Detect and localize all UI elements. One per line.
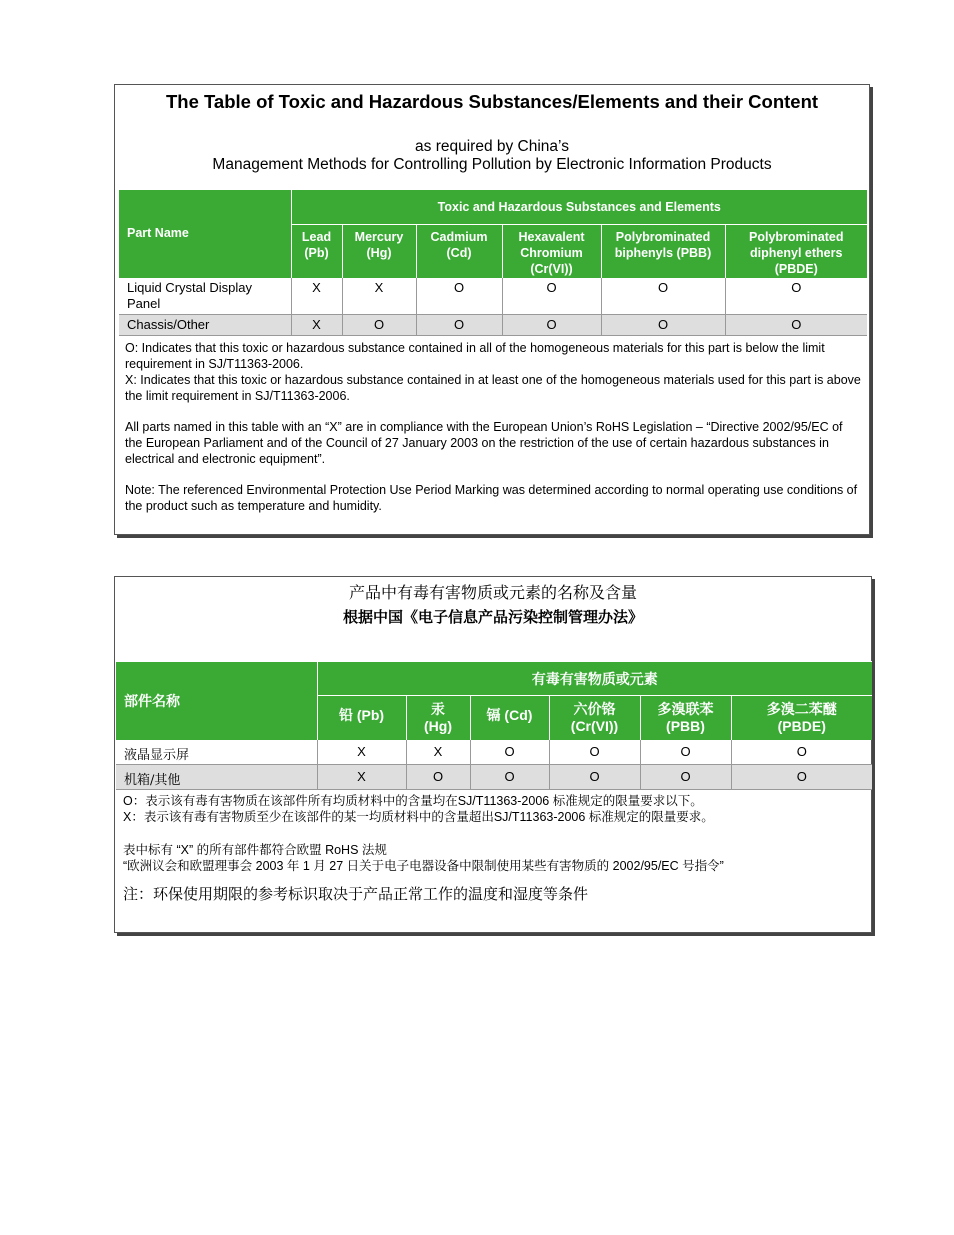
- table-cell: O: [470, 765, 549, 790]
- column-header-pbb: Polybrominated biphenyls (PBB): [601, 225, 725, 278]
- column-header-cadmium: 镉 (Cd): [470, 696, 549, 740]
- column-header-hexavalent-chromium: 六价铬 (Cr(VI)): [549, 696, 640, 740]
- english-hazardous-substances-panel: [114, 84, 870, 535]
- table-cell: O: [502, 315, 601, 336]
- english-substances-table: [119, 189, 867, 336]
- rohs-directive-reference: “欧洲议会和欧盟理事会 2003 年 1 月 27 日关于电子电器设备中限制使用某些有害物质的 2002/95/EC 号指令”: [123, 859, 724, 873]
- table-cell: O: [549, 740, 640, 765]
- chinese-hazardous-substances-panel: [114, 576, 872, 933]
- epup-note: 注：环保使用期限的参考标识取决于产品正常工作的温度和湿度等条件: [123, 886, 589, 903]
- table-cell: X: [291, 315, 342, 336]
- column-header-pbb: 多溴联苯 (PBB): [640, 696, 731, 740]
- column-header-hexavalent-chromium: Hexavalent Chromium (Cr(VI)): [502, 225, 601, 278]
- note-x-legend: X: Indicates that this toxic or hazardous substance contained in at least one of the homogeneous materials used for this part is above the limit requirement in SJ/T11363-2006.: [125, 373, 861, 403]
- table-cell: O: [416, 278, 502, 315]
- table-cell: O: [470, 740, 549, 765]
- column-header-mercury: 汞 (Hg): [406, 696, 470, 740]
- table-cell: O: [640, 740, 731, 765]
- column-header-lead: Lead (Pb): [291, 225, 342, 278]
- rohs-compliance-statement: All parts named in this table with an “X” are in compliance with the European Union’s RoHS Legislation – “Directive 2002/95/EC of the European Parliament and of the Council of 27 January 2003 on the restriction of the use of certain hazardous substances in electrical and electronic equipment”.: [125, 420, 843, 466]
- chinese-substances-table: [116, 661, 872, 790]
- column-header-pbde: Polybrominated diphenyl ethers (PBDE): [725, 225, 867, 278]
- row-part-name: Liquid Crystal Display Panel: [119, 278, 291, 315]
- column-header-pbde: 多溴二苯醚 (PBDE): [731, 696, 872, 740]
- part-name-header: 部件名称: [116, 662, 317, 740]
- note-x-legend: X：表示该有毒有害物质至少在该部件的某一均质材料中的含量超出SJ/T11363-2006 标准规定的限量要求。: [123, 810, 714, 824]
- table-cell: O: [549, 765, 640, 790]
- table-cell: O: [601, 278, 725, 315]
- table-cell: X: [317, 765, 406, 790]
- table-row: [116, 765, 872, 790]
- english-subtitle-line1: as required by China’s: [415, 138, 569, 155]
- chinese-title: 产品中有毒有害物质或元素的名称及含量: [348, 583, 637, 602]
- table-cell: X: [317, 740, 406, 765]
- english-notes: [125, 340, 861, 529]
- table-cell: O: [640, 765, 731, 790]
- table-cell: O: [342, 315, 416, 336]
- part-name-header: Part Name: [119, 190, 291, 278]
- column-header-lead: 铅 (Pb): [317, 696, 406, 740]
- table-cell: O: [725, 315, 867, 336]
- row-part-name: 机箱/其他: [116, 765, 317, 790]
- table-row: [119, 315, 867, 336]
- table-cell: X: [291, 278, 342, 315]
- chinese-notes: [123, 793, 863, 903]
- substances-group-header: 有毒有害物质或元素: [317, 662, 872, 696]
- epup-note: Note: The referenced Environmental Protection Use Period Marking was determined according to normal operating use conditions of the product such as temperature and humidity.: [125, 483, 858, 513]
- table-cell: O: [731, 765, 872, 790]
- row-part-name: 液晶显示屏: [116, 740, 317, 765]
- table-cell: X: [406, 740, 470, 765]
- table-cell: O: [725, 278, 867, 315]
- table-row: [119, 278, 867, 315]
- chinese-subtitle: 根据中国《电子信息产品污染控制管理办法》: [342, 608, 643, 626]
- row-part-name: Chassis/Other: [119, 315, 291, 336]
- table-cell: X: [342, 278, 416, 315]
- english-title: The Table of Toxic and Hazardous Substances/Elements and their Content: [165, 91, 819, 112]
- note-o-legend: O: Indicates that this toxic or hazardous substance contained in all of the homogeneous materials for this part is below the limit requirement in SJ/T11363-2006.: [125, 341, 825, 371]
- column-header-mercury: Mercury (Hg): [342, 225, 416, 278]
- table-cell: O: [731, 740, 872, 765]
- table-cell: O: [416, 315, 502, 336]
- table-cell: O: [601, 315, 725, 336]
- note-o-legend: O：表示该有毒有害物质在该部件所有均质材料中的含量均在SJ/T11363-2006 标准规定的限量要求以下。: [123, 794, 703, 808]
- english-subtitle-line2: Management Methods for Controlling Pollution by Electronic Information Products: [212, 156, 772, 173]
- table-row: [116, 740, 872, 765]
- rohs-compliance-statement: 表中标有 “X” 的所有部件都符合欧盟 RoHS 法规: [123, 843, 387, 857]
- column-header-cadmium: Cadmium (Cd): [416, 225, 502, 278]
- table-cell: O: [406, 765, 470, 790]
- table-cell: O: [502, 278, 601, 315]
- substances-group-header: Toxic and Hazardous Substances and Elements: [291, 190, 867, 225]
